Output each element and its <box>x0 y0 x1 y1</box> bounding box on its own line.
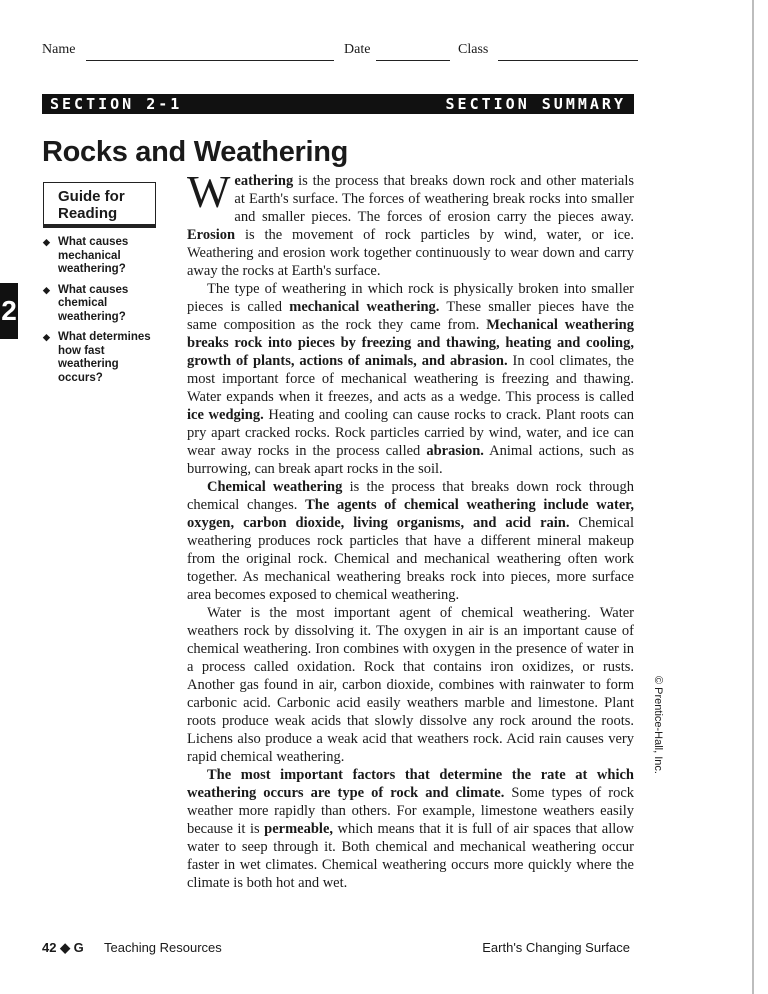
class-label: Class <box>458 42 489 57</box>
page-footer <box>42 940 634 960</box>
key-concept-chemical: The agents of chemical weathering include water, oxygen, carbon dioxide, living organisms, and acid rain. <box>187 497 634 531</box>
term-ice-wedging: ice wedging. <box>187 407 264 423</box>
guide-question <box>43 284 163 325</box>
diamond-bullet-icon: ◆ <box>43 284 50 295</box>
key-concept-rate: The most important factors that determine the rate at which weathering occurs are type of rock and climate. <box>187 767 634 801</box>
drop-cap: W <box>187 166 231 217</box>
chapter-tab: 2 <box>0 283 18 339</box>
class-field[interactable] <box>498 60 638 61</box>
diamond-bullet-icon: ◆ <box>43 237 50 247</box>
guide-heading-line-1: Guide for <box>58 188 125 205</box>
page-title: Rocks and Weathering <box>42 136 349 168</box>
resource-label: Teaching Resources <box>104 940 222 955</box>
term-abrasion: abrasion. <box>426 443 484 459</box>
paragraph-water: Water is the most important agent of chemical weathering. Water weathers rock by dissolving it. The oxygen in air is an important cause of chemical weathering. Iron combines with oxygen in the presence of water in a process called oxidation. Rock that contains iron oxidizes, or rusts. Another gas found in air, carbon dioxide, combines with rainwater to form carbonic acid. Carbonic acid easily weathers marble and limestone. Plant roots produce weak acids that slowly dissolve any rock around the roots. Lichens also produce a weak acid that weathers rock. Acid rain causes very rapid chemical weathering. <box>187 605 634 765</box>
guide-question <box>43 236 163 277</box>
section-number: SECTION 2-1 <box>50 95 183 113</box>
paragraph-chemical: Chemical weathering is the process that breaks down rock through chemical changes. The agents of chemical weathering include water, oxygen, carbon dioxide, living organisms, and acid rain. Chemical weathering produces rock particles that have a different mineral makeup from the original rock. Chemical and mechanical weathering often work together. As mechanical weathering breaks rock into pieces, more surface area becomes exposed to chemical weathering. <box>187 479 634 603</box>
term-weathering: eathering <box>234 173 294 189</box>
term-mechanical-weathering: mechanical weathering. <box>289 299 440 315</box>
paragraph-weathering: Weathering is the process that breaks down rock and other materials at Earth's surface. The forces of weathering break rocks into smaller and smaller pieces. The forces of erosion carry the pieces away. Erosion is the movement of rock particles by wind, water, or ice. Weathering and erosion work together continuously to wear down and carry away the rocks at Earth's surface. <box>187 166 634 279</box>
guide-heading-line-2: Reading <box>58 205 118 222</box>
guide-for-reading-heading <box>43 182 156 228</box>
summary-body <box>187 166 635 892</box>
paragraph-mechanical: The type of weathering in which rock is physically broken into smaller pieces is called mechanical weathering. These smaller pieces have the same composition as the rock they came from. Mechanical weathering breaks rock into pieces by freezing and thawing, heating and cooling, growth of plants, actions of animals, and abrasion. In cool climates, the most important force of mechanical weathering is freezing and thawing. Water expands when it freezes, and acts as a wedge. This process is called ice wedging. Heating and cooling can cause rocks to crack. Plant roots can pry apart cracked rocks. Rock particles carried by wind, water, and ice can wear away rocks in the process called abrasion. Animal actions, such as burrowing, can break apart rocks in the soil. <box>187 281 635 477</box>
guide-question-list <box>43 236 163 392</box>
name-field[interactable] <box>86 60 334 61</box>
date-label: Date <box>344 42 371 57</box>
name-label: Name <box>42 42 76 57</box>
date-field[interactable] <box>376 60 450 61</box>
guide-question <box>43 331 163 385</box>
page-number: 42 ◆ G <box>42 940 84 955</box>
paragraph-rate: The most important factors that determine the rate at which weathering occurs are type of rock and climate. Some types of rock weather more rapidly than others. For example, limestone weathers easily because it is permeable, which means that it is full of air spaces that allow water to seep through it. Both chemical and mechanical weathering occur faster in wet climates. Chemical weathering occurs more quickly where the climate is both hot and wet. <box>187 767 635 891</box>
book-title: Earth's Changing Surface <box>482 940 630 955</box>
copyright-notice: © Prentice-Hall, Inc. <box>652 676 664 774</box>
term-permeable: permeable, <box>264 821 334 837</box>
diamond-bullet-icon: ◆ <box>43 332 50 342</box>
key-concept-mechanical: Mechanical weathering breaks rock into pieces by freezing and thawing, heating and cooling, growth of plants, actions of animals, and abrasion. <box>187 317 634 369</box>
student-info-header <box>42 42 638 72</box>
section-banner <box>42 94 634 114</box>
guide-question-text: What causes chemical weathering? <box>58 283 129 323</box>
guide-question-text: What determines how fast weathering occurs? <box>58 331 151 384</box>
term-erosion: Erosion <box>187 227 236 243</box>
guide-question-text: What causes mechanical weathering? <box>58 236 129 275</box>
term-chemical-weathering: Chemical weathering <box>207 479 343 495</box>
scan-edge <box>752 0 754 994</box>
section-summary-label: SECTION SUMMARY <box>445 95 626 113</box>
